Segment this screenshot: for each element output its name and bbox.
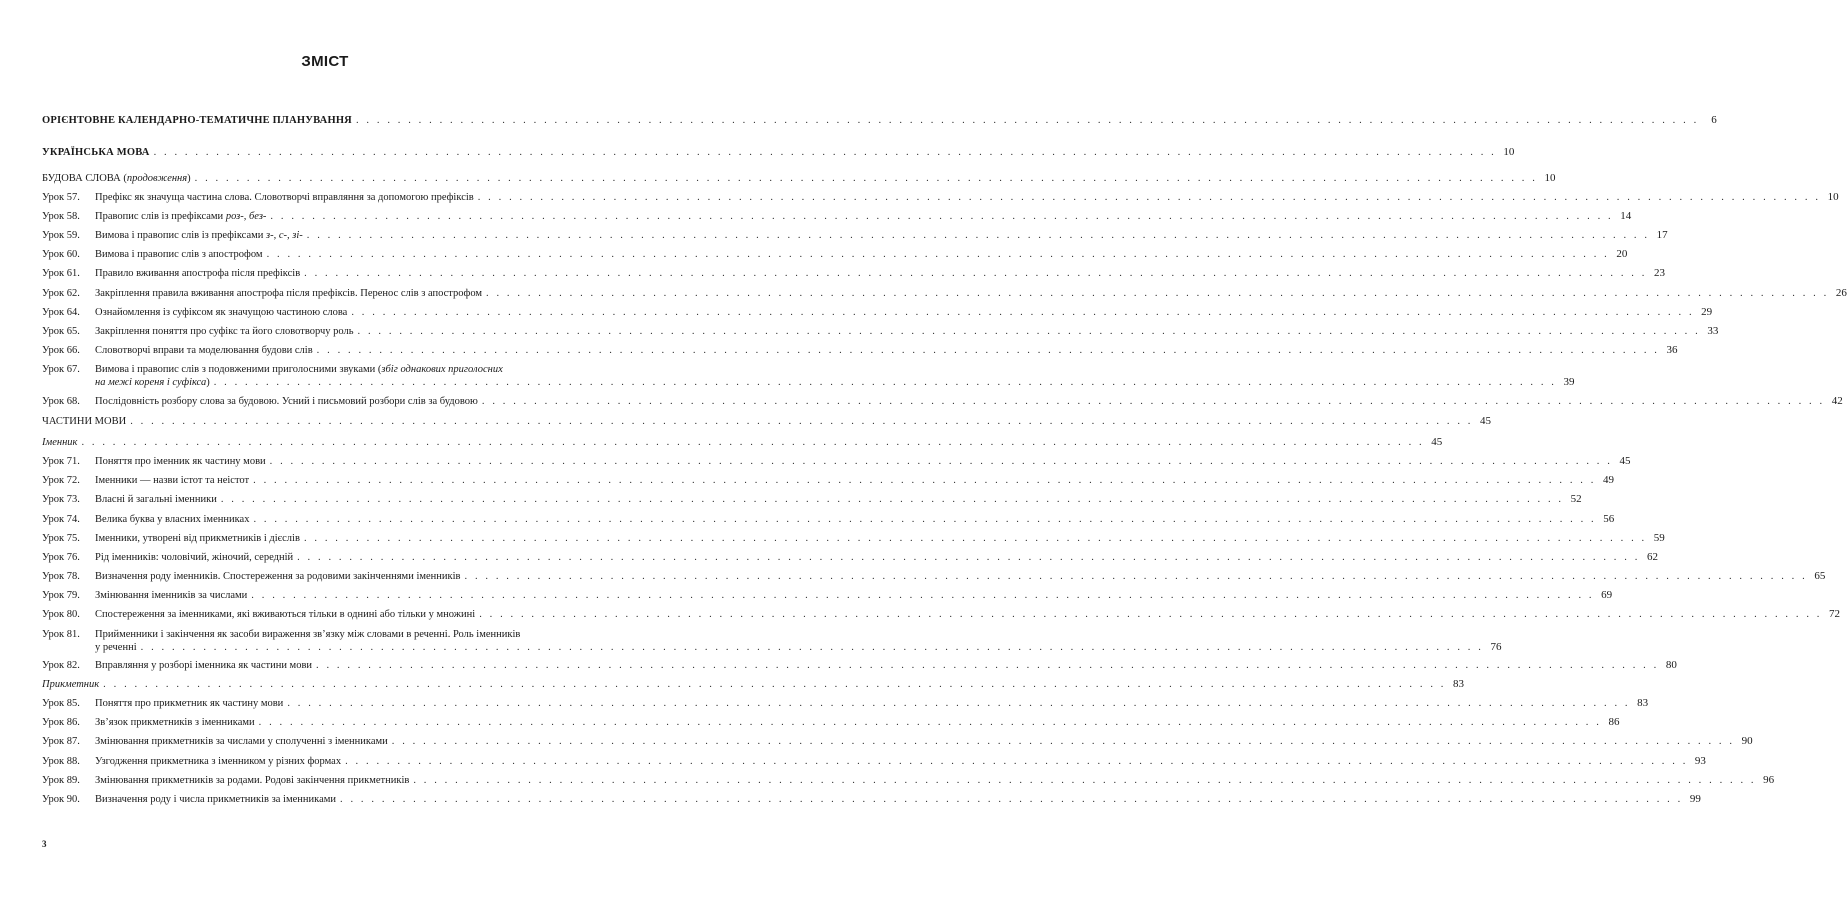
lesson-number: Урок 66. [42, 345, 80, 356]
lesson-title [95, 493, 217, 506]
entry-text-italic: збіг однакових приголосних [381, 364, 503, 375]
toc-lesson[interactable] [42, 248, 1628, 261]
lesson-number: Урок 89. [42, 775, 80, 786]
toc-lesson[interactable] [42, 474, 1614, 487]
entry-page-number: 36 [1666, 344, 1678, 356]
entry-page-number: 10 [1544, 172, 1556, 184]
lesson-number: Урок 65. [42, 326, 80, 337]
entry-page-number: 45 [1619, 455, 1631, 467]
leader-dots [345, 755, 1688, 768]
entry-page-number: 45 [1431, 436, 1443, 448]
entry-text-part: Власні й загальні іменники [95, 494, 217, 505]
entry-page-number: 42 [1831, 395, 1843, 407]
toc-lesson[interactable] [42, 513, 1615, 526]
entry-text-italic: роз-, без- [225, 211, 267, 222]
lesson-number: Урок 76. [42, 552, 80, 563]
lesson-title [95, 267, 300, 280]
entry-page-number: 52 [1570, 493, 1582, 505]
toc-lesson[interactable] [42, 551, 1658, 564]
leader-dots [317, 344, 1660, 357]
toc-lesson[interactable] [42, 191, 1839, 204]
leader-dots [351, 306, 1694, 319]
lesson-title [95, 191, 474, 204]
entry-page-number: 29 [1701, 306, 1713, 318]
entry-text-part: Префікс як значуща частина слова. Словотворчі вправляння за допомогою префіксів [95, 192, 474, 203]
entry-text-part: Поняття про прикметник як частину мови [95, 698, 284, 709]
entry-text-part: Узгодження прикметника з іменником у різних формах [95, 756, 342, 767]
entry-text-part: ) [206, 377, 210, 388]
entry-text-part: ОРІЄНТОВНЕ КАЛЕНДАРНО-ТЕМАТИЧНЕ ПЛАНУВАННЯ [42, 115, 352, 126]
entry-text-part: Іменники, утворені від прикметників і дієслів [95, 533, 300, 544]
leader-dots [316, 659, 1659, 672]
toc-lesson[interactable] [42, 229, 1668, 242]
toc-lesson[interactable] [42, 395, 1843, 408]
page-number: 3 [42, 839, 47, 849]
lesson-title [95, 455, 266, 468]
lesson-title [95, 287, 482, 300]
toc-lesson[interactable] [42, 697, 1649, 710]
leader-dots [392, 735, 1735, 748]
entry-page-number: 76 [1490, 641, 1502, 653]
leader-dots [259, 716, 1602, 729]
toc-lesson[interactable] [42, 325, 1719, 338]
lesson-title [95, 210, 266, 223]
leader-dots [304, 532, 1647, 545]
entry-page-number: 96 [1763, 774, 1775, 786]
entry-text-part: Вимова і правопис слів з апострофом [95, 249, 263, 260]
lesson-number: Урок 64. [42, 307, 80, 318]
toc-lesson[interactable] [42, 455, 1631, 468]
toc-section[interactable] [42, 415, 1492, 428]
lesson-number: Урок 86. [42, 717, 80, 728]
entry-page-number: 33 [1707, 325, 1719, 337]
entry-text-part: УКРАЇНСЬКА МОВА [42, 147, 150, 158]
lesson-number: Урок 62. [42, 288, 80, 299]
leader-dots [221, 493, 1564, 506]
lesson-number: Урок 74. [42, 514, 80, 525]
toc-lesson[interactable] [42, 659, 1677, 672]
entry-text-part: Прийменники і закінчення як засоби вираження зв’язку між словами в реченні. Роль іменників [95, 629, 521, 640]
entry-page-number: 45 [1480, 415, 1492, 427]
lesson-number: Урок 67. [42, 364, 80, 375]
toc-section[interactable] [42, 146, 1515, 159]
leader-dots [358, 325, 1701, 338]
lesson-number: Урок 58. [42, 211, 80, 222]
entry-page-number: 6 [1711, 114, 1717, 126]
entry-page-number: 93 [1694, 755, 1706, 767]
lesson-title [95, 363, 503, 376]
leader-dots [154, 146, 1497, 159]
entry-page-number: 62 [1646, 551, 1658, 563]
lesson-title [95, 589, 247, 602]
entry-page-number: 23 [1653, 267, 1665, 279]
entry-page-number: 59 [1653, 532, 1665, 544]
entry-text-part: Послідовність розбору слова за будовою. Усний і письмовий розбори слів за будовою [95, 396, 478, 407]
entry-text-part: Змінювання прикметників за числами у сполученні з іменниками [95, 736, 388, 747]
lesson-title [95, 395, 478, 408]
entry-page-number: 90 [1741, 735, 1753, 747]
lesson-title [95, 513, 249, 526]
entry-page-number: 56 [1603, 513, 1615, 525]
entry-text-part: Вправляння у розборі іменника як частини мови [95, 660, 313, 671]
lesson-number: Урок 73. [42, 494, 80, 505]
entry-text-part: Закріплення поняття про суфікс та його словотворчу роль [95, 326, 354, 337]
toc-lesson[interactable] [42, 793, 1701, 806]
lesson-title [95, 628, 520, 641]
entry-page-number: 80 [1665, 659, 1677, 671]
leader-dots [195, 172, 1538, 185]
lesson-number: Урок 87. [42, 736, 80, 747]
entry-text-part: Прикметник [42, 679, 100, 690]
entry-text-italic: з-, с-, зі- [266, 230, 303, 241]
entry-title [42, 114, 352, 127]
lesson-title [95, 474, 249, 487]
entry-text-italic: на межі кореня і суфікса [95, 377, 207, 388]
toc-lesson[interactable] [42, 532, 1665, 545]
entry-title [42, 436, 77, 449]
toc-lesson[interactable] [42, 716, 1620, 729]
lesson-title [95, 793, 336, 806]
lesson-number: Урок 57. [42, 192, 80, 203]
leader-dots [214, 376, 1557, 389]
lesson-title [95, 697, 283, 710]
toc-lesson[interactable] [42, 628, 1502, 654]
lesson-number: Урок 85. [42, 698, 80, 709]
leader-dots [486, 287, 1829, 300]
entry-title [42, 678, 99, 691]
entry-page-number: 86 [1608, 716, 1620, 728]
leader-dots [356, 114, 1699, 127]
lesson-title [95, 248, 263, 261]
lesson-number: Урок 79. [42, 590, 80, 601]
page-title: ЗМІСТ [301, 53, 349, 70]
toc-lesson[interactable] [42, 344, 1678, 357]
lesson-number: Урок 68. [42, 396, 80, 407]
entry-text-part: Спостереження за іменниками, які вживаються тільки в однині або тільки у множині [95, 609, 476, 620]
toc-lesson[interactable] [42, 267, 1665, 280]
entry-page-number: 72 [1829, 608, 1841, 620]
lesson-title [95, 570, 461, 583]
lesson-title [95, 551, 293, 564]
entry-text-part: Змінювання іменників за числами [95, 590, 248, 601]
entry-title [42, 146, 150, 159]
leader-dots [297, 551, 1640, 564]
entry-text-part: Рід іменників: чоловічий, жіночий, середній [95, 552, 294, 563]
leader-dots [340, 793, 1683, 806]
toc-lesson[interactable] [42, 493, 1582, 506]
entry-page-number: 20 [1616, 248, 1628, 260]
lesson-title [95, 608, 475, 621]
toc-lesson[interactable] [42, 363, 1575, 389]
lesson-title [95, 306, 347, 319]
lesson-number: Урок 88. [42, 756, 80, 767]
entry-text-part: ЧАСТИНИ МОВИ [42, 416, 127, 427]
entry-page-number: 49 [1602, 474, 1614, 486]
leader-dots [253, 513, 1596, 526]
leader-dots [304, 267, 1647, 280]
leader-dots [307, 229, 1650, 242]
lesson-number: Урок 81. [42, 629, 80, 640]
leader-dots [141, 641, 1484, 654]
entry-page-number: 65 [1814, 570, 1826, 582]
entry-text-part: Змінювання прикметників за родами. Родові закінчення прикметників [95, 775, 410, 786]
entry-page-number: 69 [1601, 589, 1613, 601]
leader-dots [81, 436, 1424, 449]
leader-dots [287, 697, 1630, 710]
lesson-number: Урок 75. [42, 533, 80, 544]
toc-subsection[interactable] [42, 436, 1443, 449]
toc-lesson[interactable] [42, 735, 1753, 748]
entry-text-part: Вимова і правопис слів із префіксами [95, 230, 266, 241]
lesson-title [95, 229, 303, 242]
toc-lesson[interactable] [42, 755, 1706, 768]
toc-lesson[interactable] [42, 608, 1841, 621]
entry-text-part: Вимова і правопис слів з подовженими приголосними звуками ( [95, 364, 382, 375]
leader-dots [267, 248, 1610, 261]
entry-text-part: Поняття про іменник як частину мови [95, 456, 266, 467]
entry-page-number: 99 [1689, 793, 1701, 805]
entry-text-part: Визначення роду і числа прикметників за іменниками [95, 794, 337, 805]
lesson-number: Урок 71. [42, 456, 80, 467]
leader-dots [482, 395, 1825, 408]
entry-text-part: БУДОВА СЛОВА ( [42, 173, 127, 184]
entry-text-part: ) [187, 173, 191, 184]
lesson-title [95, 774, 409, 787]
lesson-title [95, 325, 354, 338]
lesson-number: Урок 61. [42, 268, 80, 279]
entry-page-number: 39 [1563, 376, 1575, 388]
entry-page-number: 14 [1620, 210, 1632, 222]
leader-dots [479, 608, 1822, 621]
leader-dots [413, 774, 1756, 787]
toc-lesson[interactable] [42, 287, 1847, 300]
lesson-title [95, 755, 341, 768]
leader-dots [130, 415, 1473, 428]
lesson-title-continued [95, 376, 210, 389]
lesson-title [95, 532, 300, 545]
lesson-title [95, 716, 255, 729]
entry-text-part: Іменники — назви істот та неістот [95, 475, 250, 486]
leader-dots [478, 191, 1821, 204]
toc-section[interactable] [42, 114, 1717, 127]
toc-lesson[interactable] [42, 774, 1775, 787]
entry-text-part: Ознайомлення із суфіксом як значущою частиною слова [95, 307, 348, 318]
entry-text-part: Правило вживання апострофа після префіксів [95, 268, 301, 279]
lesson-number: Урок 82. [42, 660, 80, 671]
toc-lesson[interactable] [42, 210, 1632, 223]
lesson-title [95, 344, 313, 357]
entry-page-number: 10 [1503, 146, 1515, 158]
entry-title [42, 172, 191, 185]
entry-page-number: 26 [1835, 287, 1847, 299]
toc-lesson[interactable] [42, 589, 1613, 602]
lesson-number: Урок 80. [42, 609, 80, 620]
entry-text-part: Правопис слів із префіксами [95, 211, 226, 222]
entry-text-part: Велика буква у власних іменниках [95, 514, 250, 525]
entry-text-part: Визначення роду іменників. Спостереження за родовими закінченнями іменників [95, 571, 461, 582]
leader-dots [270, 455, 1613, 468]
lesson-number: Урок 78. [42, 571, 80, 582]
entry-page-number: 17 [1656, 229, 1668, 241]
entry-page-number: 83 [1637, 697, 1649, 709]
entry-text-part: Зв’язок прикметників з іменниками [95, 717, 255, 728]
leader-dots [251, 589, 1594, 602]
leader-dots [253, 474, 1596, 487]
lesson-title [95, 735, 388, 748]
entry-page-number: 10 [1827, 191, 1839, 203]
lesson-number: Урок 72. [42, 475, 80, 486]
entry-text-part: у реченні [95, 642, 137, 653]
leader-dots [270, 210, 1613, 223]
lesson-title-continued [95, 641, 137, 654]
entry-text-part: Словотворчі вправи та моделювання будови слів [95, 345, 313, 356]
toc-section[interactable] [42, 172, 1556, 185]
entry-text-part: Закріплення правила вживання апострофа після префіксів. Перенос слів з апострофом [95, 288, 483, 299]
lesson-number: Урок 90. [42, 794, 80, 805]
entry-page-number: 83 [1453, 678, 1464, 690]
toc-subsection[interactable] [42, 678, 1464, 691]
lesson-title [95, 659, 312, 672]
toc-lesson[interactable] [42, 306, 1713, 319]
entry-text-italic: продовження [126, 173, 188, 184]
leader-dots [103, 678, 1446, 691]
lesson-number: Урок 59. [42, 230, 80, 241]
lesson-number: Урок 60. [42, 249, 80, 260]
toc-lesson[interactable] [42, 570, 1826, 583]
entry-text-part: Іменник [42, 437, 78, 448]
leader-dots [465, 570, 1808, 583]
entry-title [42, 415, 126, 428]
